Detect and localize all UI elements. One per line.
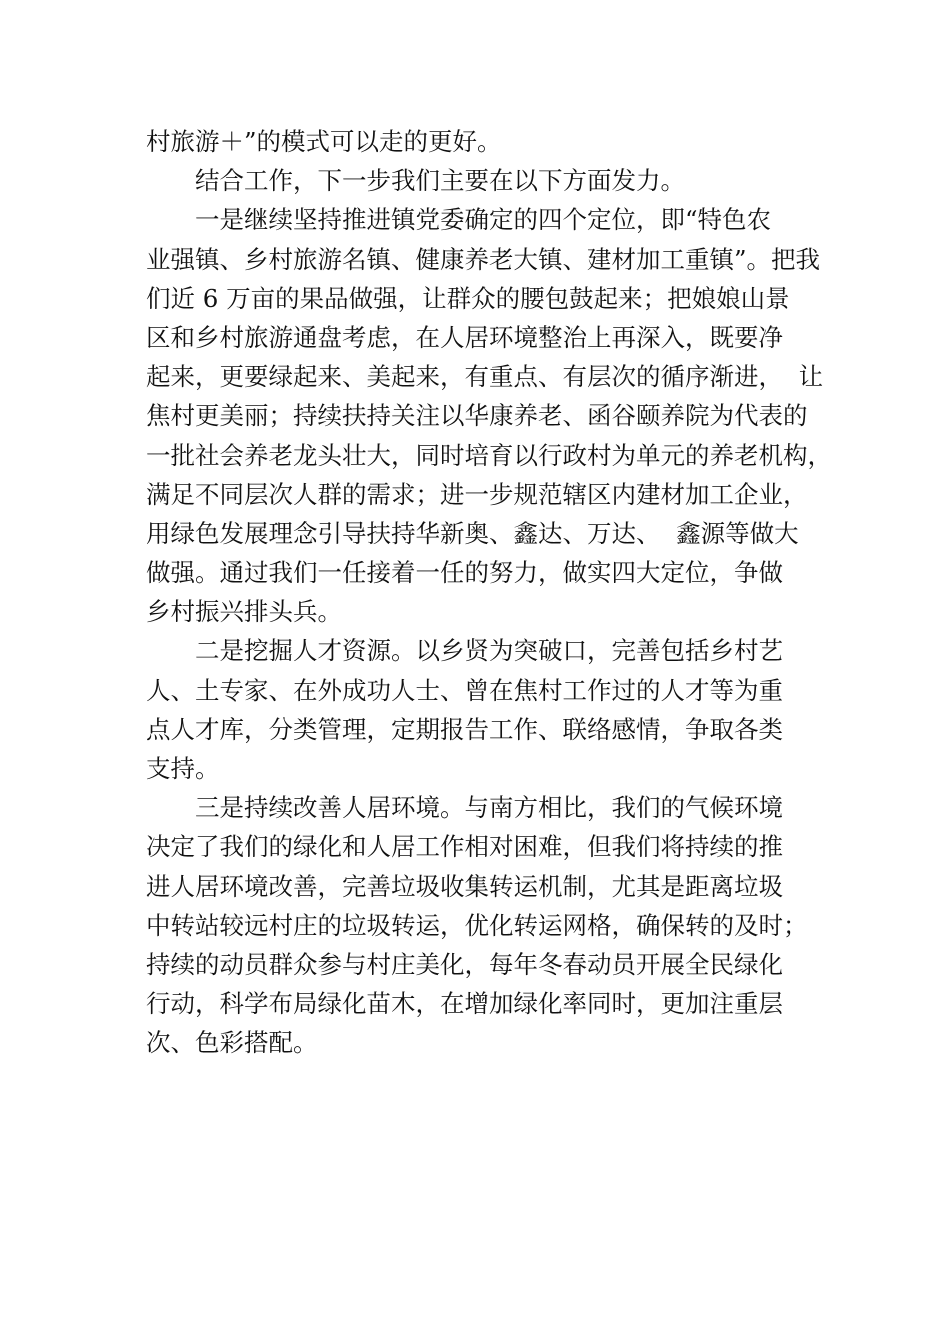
- text-line: 人、土专家、在外成功人士、曾在焦村工作过的人才等为重: [146, 675, 783, 705]
- text-line: 区和乡村旅游通盘考虑，在人居环境整治上再深入，既要净: [146, 322, 783, 352]
- text-line: 进人居环境改善，完善垃圾收集转运机制，尤其是距离垃圾: [146, 871, 783, 901]
- text-line: 二是挖掘人才资源。以乡贤为突破口，完善包括乡村艺: [195, 636, 783, 666]
- text-line: 结合工作，下一步我们主要在以下方面发力。: [195, 166, 685, 196]
- text-line: 一批社会养老龙头壮大，同时培育以行政村为单元的养老机构，: [146, 440, 832, 470]
- text-line: 点人才库，分类管理，定期报告工作、联络感情，争取各类: [146, 714, 783, 744]
- text-line: 村旅游＋”的模式可以走的更好。: [146, 127, 502, 156]
- text-line: 用绿色发展理念引导扶持华新奥、鑫达、万达、 鑫源等做大: [146, 518, 799, 548]
- text-line: 一是继续坚持推进镇党委确定的四个定位，即“特色农: [195, 205, 772, 235]
- text-line: 中转站较远村庄的垃圾转运，优化转运网格，确保转的及时；: [146, 910, 808, 940]
- document-body: [146, 122, 832, 1063]
- text-line: 次、色彩搭配。: [146, 1028, 318, 1058]
- text-line: 焦村更美丽；持续扶持关注以华康养老、函谷颐养院为代表的: [146, 401, 808, 431]
- text-line: 业强镇、乡村旅游名镇、健康养老大镇、建材加工重镇”。把我: [146, 244, 821, 274]
- text-line: 做强。通过我们一任接着一任的努力，做实四大定位，争做: [146, 558, 783, 588]
- text-line: 满足不同层次人群的需求；进一步规范辖区内建材加工企业，: [146, 479, 808, 509]
- text-line: 支持。: [146, 754, 220, 783]
- text-line: 行动，科学布局绿化苗木，在增加绿化率同时，更加注重层: [146, 989, 783, 1019]
- text-line: 们近 6 万亩的果品做强，让群众的腰包鼓起来；把娘娘山景: [146, 283, 790, 313]
- text-line: 决定了我们的绿化和人居工作相对困难，但我们将持续的推: [146, 832, 783, 862]
- text-line: 乡村振兴排头兵。: [146, 597, 342, 627]
- text-line: 起来，更要绿起来、美起来，有重点、有层次的循序渐进， 让: [146, 362, 824, 392]
- text-line: 持续的动员群众参与村庄美化，每年冬春动员开展全民绿化: [146, 949, 783, 979]
- text-line: 三是持续改善人居环境。与南方相比，我们的气候环境: [195, 793, 783, 823]
